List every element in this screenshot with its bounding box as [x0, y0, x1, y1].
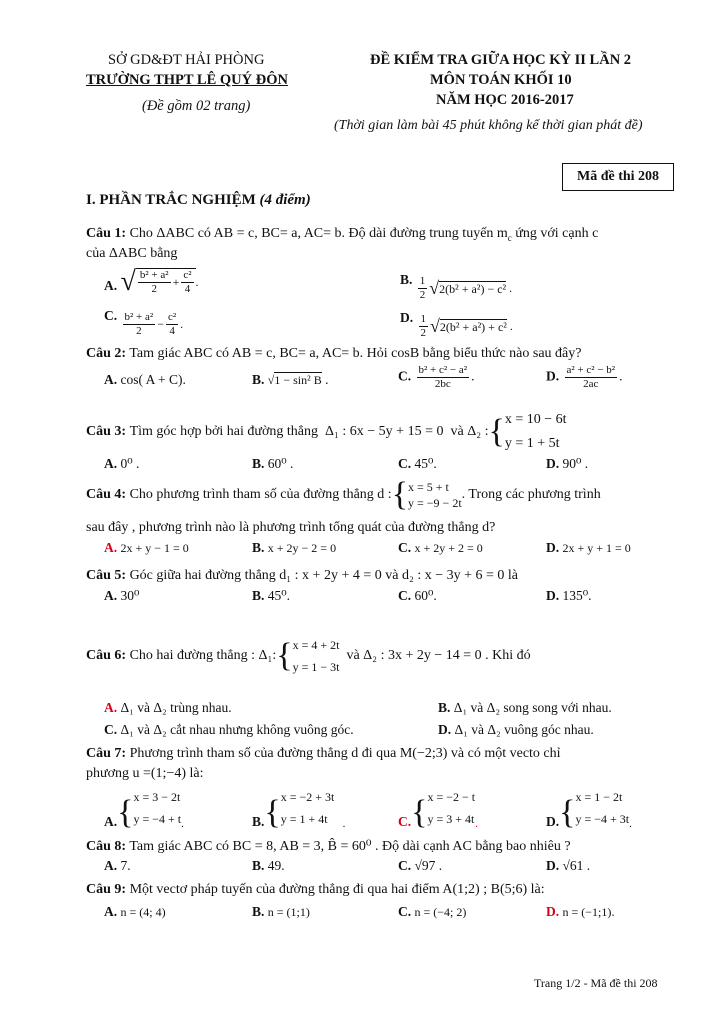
q8-option-a[interactable]: [104, 858, 131, 874]
q8-b-label: B.: [252, 858, 265, 873]
q4-d-label: D.: [546, 540, 560, 555]
q3-c-label: C.: [398, 456, 412, 471]
q8-option-b[interactable]: [252, 858, 285, 874]
q5-a-label: A.: [104, 588, 118, 603]
q9-d-text: n = (−1;1): [562, 905, 612, 919]
q3-delta2: Δ₂ :: [467, 424, 489, 439]
q6-option-d[interactable]: [438, 722, 594, 738]
q1-line2: của ΔABC bằng: [86, 246, 178, 261]
q6-sys2: y = 1 − 3t: [292, 660, 340, 674]
q5-option-c[interactable]: [398, 588, 437, 604]
q6-d-text: Δ₁ và Δ₂ vuông góc nhau.: [454, 722, 594, 737]
page-footer: Trang 1/2 - Mã đề thi 208: [534, 976, 658, 990]
q8-d-label: D.: [546, 858, 560, 873]
q9-c-text: n = (−4; 2): [414, 905, 467, 919]
section-title-text: I. PHẦN TRẮC NGHIỆM: [86, 192, 256, 208]
q7-option-a[interactable]: A. { x = 3 − 2t y = −4 + t .: [104, 786, 184, 830]
q4-b-label: B.: [252, 540, 265, 555]
q7-option-b[interactable]: B. { x = −2 + 3t y = 1 + 4t .: [252, 786, 345, 830]
q1-text2: ứng với cạnh c: [511, 226, 599, 241]
q3-b-label: B.: [252, 456, 265, 471]
q6-b-label: B.: [438, 700, 451, 715]
q4-a-label: A.: [104, 540, 118, 555]
q3-d-text: 90⁰ .: [562, 456, 589, 471]
q5-text: Góc giữa hai đường thẳng d₁ : x + 2y + 4 = 0 và d₂ : x − 3y + 6 = 0 là: [129, 568, 519, 583]
q7-c1: x = −2 − t: [427, 790, 476, 804]
q4-line2: sau đây , phương trình nào là phương trình tổng quát của đường thẳng d?: [86, 520, 496, 535]
section-title: [86, 192, 311, 209]
q7-b2: y = 1 + 4t: [280, 812, 328, 826]
q8-text: Tam giác ABC có BC = 8, AB = 3, B̂ = 60⁰ . Độ dài cạnh AC bằng bao nhiêu ?: [129, 839, 571, 854]
q5-d-label: D.: [546, 588, 560, 603]
q4-sys1: x = 5 + t: [408, 480, 449, 494]
q4-option-a[interactable]: [104, 540, 189, 556]
q5-c-text: 60⁰.: [414, 588, 437, 603]
q5-label: Câu 5:: [86, 568, 127, 583]
q2-d-label: D.: [546, 368, 560, 384]
q4-label: Câu 4:: [86, 487, 127, 502]
q5-d-text: 135⁰.: [562, 588, 592, 603]
q8-b-text: 49.: [267, 858, 285, 873]
q1-sub: c: [507, 232, 512, 243]
q5-c-label: C.: [398, 588, 412, 603]
q6-text2: và Δ₂ : 3x + 2y − 14 = 0 . Khi đó: [346, 648, 531, 663]
q2-a-label: A.: [104, 372, 118, 387]
q6-stem: Câu 6: Cho hai đường thẳng : Δ₁: { x = 4 + 2t y = 1 − 3t và Δ₂ : 3x + 2y − 14 = 0 . Khi đó: [86, 634, 531, 678]
q4-c-label: C.: [398, 540, 412, 555]
q3-d-label: D.: [546, 456, 560, 471]
q2-text: Tam giác ABC có AB = c, BC= a, AC= b. Hỏi cosB bằng biểu thức nào sau đây?: [129, 346, 582, 361]
q6-label: Câu 6:: [86, 648, 127, 663]
q1-d-label: D.: [400, 310, 414, 325]
q3-option-d[interactable]: [546, 456, 588, 472]
q2-b-label: B.: [252, 372, 265, 387]
q9-option-c[interactable]: [398, 904, 466, 920]
q2-c-formula: $\frac{\text{b² + c² − a²}}{2bc}$: [418, 364, 468, 390]
q4-c-text: x + 2y + 2 = 0: [414, 541, 483, 555]
q1-b-formula: $\frac{1}{2}$ √ 2(b² + a²) − c² .: [419, 275, 513, 301]
subject: MÔN TOÁN KHỐI 10: [430, 72, 572, 88]
q9-c-label: C.: [398, 904, 412, 919]
q4-system: [408, 479, 462, 511]
q3-label: Câu 3:: [86, 424, 127, 439]
q3-text: Tìm góc hợp bởi hai đường thẳng: [129, 424, 319, 439]
q9-b-text: n = (1;1): [267, 905, 310, 919]
q6-d-label: D.: [438, 722, 452, 737]
q4-d-text: 2x + y + 1 = 0: [562, 541, 631, 555]
q6-c-text: Δ₁ và Δ₂ cắt nhau nhưng không vuông góc.: [120, 722, 354, 737]
q9-a-label: A.: [104, 904, 118, 919]
q7-c-label: C.: [398, 814, 412, 829]
q7-option-d[interactable]: D. { x = 1 − 2t y = −4 + 3t .: [546, 786, 632, 830]
q8-c-text: √97 .: [414, 858, 443, 873]
q3-sys2: y = 1 + 5t: [504, 436, 560, 451]
q2-stem: [86, 346, 582, 362]
q7-line2: phương u =(1;−4) là:: [86, 766, 204, 781]
q4-a-text: 2x + y − 1 = 0: [120, 541, 189, 555]
q7-b-label: B.: [252, 814, 265, 829]
q6-system: [293, 634, 340, 678]
q7-stem: [86, 746, 561, 762]
q2-option-c[interactable]: C. $\frac{\text{b² + c² − a²}}{2bc}$ .: [398, 364, 475, 390]
q1-a-label: A.: [104, 278, 118, 293]
q7-d1: x = 1 − 2t: [575, 790, 623, 804]
q8-stem: [86, 838, 571, 855]
q6-a-text: Δ₁ và Δ₂ trùng nhau.: [120, 700, 232, 715]
q6-option-b[interactable]: [438, 700, 612, 716]
q7-c2: y = 3 + 4t: [427, 812, 475, 826]
q8-c-label: C.: [398, 858, 412, 873]
q9-b-label: B.: [252, 904, 265, 919]
q1-option-b[interactable]: [400, 272, 512, 302]
q6-sys1: x = 4 + 2t: [292, 638, 340, 652]
q4-text: Cho phương trình tham số của đường thẳng d :: [129, 487, 392, 502]
q5-option-a[interactable]: [104, 588, 139, 604]
q1-stem: [86, 226, 598, 243]
exam-title: ĐỀ KIỂM TRA GIỮA HỌC KỲ II LẦN 2: [370, 52, 632, 68]
q7-a1: x = 3 − 2t: [133, 790, 181, 804]
q9-option-d[interactable]: D. n = (−1;1).: [546, 904, 615, 919]
dept-name: SỞ GD&ĐT HẢI PHÒNG: [108, 52, 265, 68]
q1-text: Cho ΔABC có AB = c, BC= a, AC= b. Độ dài đường trung tuyến m: [129, 226, 508, 241]
q2-c-label: C.: [398, 368, 412, 384]
q7-d2: y = −4 + 3t: [575, 812, 630, 826]
q1-c-formula: $\frac{\text{b² + a²}}{2}$ − $\frac{\text{c²}}{4}$ .: [124, 311, 184, 337]
q6-c-label: C.: [104, 722, 118, 737]
q8-option-c[interactable]: [398, 858, 442, 874]
q7-a2: y = −4 + t: [133, 812, 182, 826]
q1-label: Câu 1:: [86, 226, 127, 241]
q4-b-text: x + 2y − 2 = 0: [267, 541, 337, 555]
q3-option-c[interactable]: [398, 456, 437, 472]
q7-d-label: D.: [546, 814, 560, 829]
time-note: (Thời gian làm bài 45 phút không kể thời gian phát đề): [334, 118, 643, 133]
q3-option-b[interactable]: [252, 456, 293, 472]
q8-d-text: √61 .: [562, 858, 591, 873]
q6-a-label: A.: [104, 700, 118, 715]
q7-a-label: A.: [104, 814, 118, 829]
page-count-note: (Đề gồm 02 trang): [142, 98, 251, 114]
q2-option-d[interactable]: D. $\frac{\text{a² + c² − b²}}{2ac}$ .: [546, 364, 623, 390]
q5-stem: [86, 568, 518, 584]
q1-option-c[interactable]: [104, 308, 183, 338]
q2-label: Câu 2:: [86, 346, 127, 361]
q2-d-formula: $\frac{\text{a² + c² − b²}}{2ac}$: [566, 364, 616, 390]
q3-a-label: A.: [104, 456, 118, 471]
q1-a-formula: √ $\frac{\text{b² + a²}}{2}$ + $\frac{\text{c²}}{4}$ .: [120, 266, 199, 297]
exam-code-box: Mã đề thi 208: [562, 163, 674, 191]
q9-option-a[interactable]: [104, 904, 166, 920]
q9-option-b[interactable]: [252, 904, 310, 920]
q6-option-a[interactable]: [104, 700, 232, 716]
q4-sys2: y = −9 − 2t: [408, 496, 462, 510]
q2-option-b[interactable]: B. √1 − sin² B .: [252, 372, 329, 387]
q8-a-label: A.: [104, 858, 118, 873]
q8-a-text: 7.: [120, 858, 131, 873]
q3-b-text: 60⁰ .: [267, 456, 294, 471]
q7-option-c[interactable]: C. { x = −2 − t y = 3 + 4t .: [398, 786, 478, 830]
q7-text: Phương trình tham số của đường thẳng d đi qua M(−2;3) và có một vecto chỉ: [129, 746, 561, 761]
q4-text2: . Trong các phương trình: [461, 487, 601, 502]
q3-c-text: 45⁰.: [414, 456, 437, 471]
q1-option-a[interactable]: [104, 266, 199, 298]
q1-option-d[interactable]: [400, 310, 513, 340]
q6-b-text: Δ₁ và Δ₂ song song với nhau.: [453, 700, 612, 715]
q3-sys1: x = 10 − 6t: [504, 412, 567, 427]
q3-option-a[interactable]: [104, 456, 139, 472]
q6-text: Cho hai đường thẳng : Δ₁:: [129, 648, 277, 663]
q1-c-label: C.: [104, 308, 118, 323]
q5-b-label: B.: [252, 588, 265, 603]
q4-option-b[interactable]: [252, 540, 336, 556]
q3-system: [505, 408, 567, 456]
q3-stem: Câu 3: Tìm góc hợp bởi hai đường thẳng Δ₁ : 6x − 5y + 15 = 0 và Δ₂ : { x = 10 − 6t y = 1 + 5t: [86, 408, 567, 456]
q9-d-label: D.: [546, 904, 560, 919]
q2-b-text: 1 − sin² B: [274, 373, 322, 387]
q4-option-d[interactable]: [546, 540, 631, 556]
school-name: TRƯỜNG THPT LÊ QUÝ ĐÔN: [86, 72, 288, 88]
q7-label: Câu 7:: [86, 746, 127, 761]
section-points: (4 điểm): [259, 192, 311, 208]
q5-b-text: 45⁰.: [267, 588, 291, 603]
q9-text: Một vectơ pháp tuyến của đường thẳng đi qua hai điểm A(1;2) ; B(5;6) là:: [129, 882, 545, 897]
q5-option-b[interactable]: [252, 588, 290, 604]
q8-option-d[interactable]: [546, 858, 590, 874]
q2-option-a[interactable]: [104, 372, 186, 388]
school-year: NĂM HỌC 2016-2017: [436, 92, 574, 108]
q4-stem: Câu 4: Cho phương trình tham số của đường thẳng d : { x = 5 + t y = −9 − 2t . Trong các phương trình: [86, 476, 601, 513]
q8-label: Câu 8:: [86, 839, 127, 854]
q9-label: Câu 9:: [86, 882, 127, 897]
q2-a-text: cos( A + C).: [120, 372, 186, 387]
q3-a-text: 0⁰ .: [120, 456, 140, 471]
q6-option-c[interactable]: [104, 722, 354, 738]
q4-option-c[interactable]: [398, 540, 483, 556]
q7-b1: x = −2 + 3t: [280, 790, 335, 804]
q1-b-label: B.: [400, 272, 413, 287]
q5-a-text: 30⁰: [120, 588, 140, 603]
q3-delta1: Δ₁ : 6x − 5y + 15 = 0: [325, 424, 444, 439]
q9-a-text: n = (4; 4): [120, 905, 166, 919]
q1-d-formula: $\frac{1}{2}$ √ 2(b² + a²) + c² .: [420, 313, 513, 339]
q3-and: và: [450, 424, 464, 439]
q5-option-d[interactable]: [546, 588, 592, 604]
q9-stem: [86, 882, 545, 898]
